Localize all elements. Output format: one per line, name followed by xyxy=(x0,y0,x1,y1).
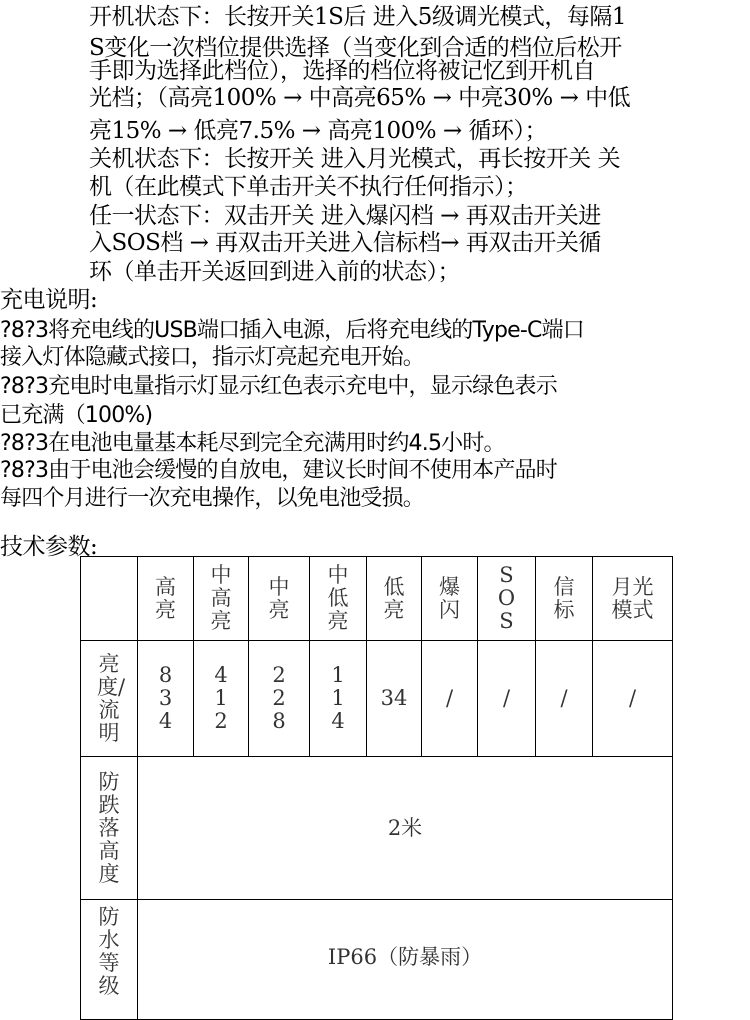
charging-line: 接入灯体隐藏式接口，指示灯亮起充电开始。 xyxy=(0,345,425,370)
lumen-value: / xyxy=(593,641,673,757)
lumen-value: / xyxy=(536,641,593,757)
lumen-value: 114 xyxy=(310,641,367,757)
column-header: 信标 xyxy=(536,557,593,641)
instruction-line: 手即为选择此档位），选择的档位将被记忆到开机自 xyxy=(89,58,595,84)
lumen-value: / xyxy=(422,641,478,757)
row-label-waterproof: 防水等级 xyxy=(81,900,138,1020)
instruction-line: 入SOS档 → 再双击开关进入信标档→ 再双击开关循 xyxy=(89,230,601,256)
table-row xyxy=(81,757,673,900)
waterproof-value: IP66（防暴雨） xyxy=(138,900,673,1020)
column-header: SOS xyxy=(478,557,536,641)
charging-line: ?8?3在电池电量基本耗尽到完全充满用时约4.5小时。 xyxy=(0,431,505,456)
header-blank-cell xyxy=(81,557,138,641)
charging-line: 每四个月进行一次充电操作，以免电池受损。 xyxy=(0,486,425,511)
row-label-lumens: 亮度/流明 xyxy=(81,641,138,757)
charging-line: ?8?3由于电池会缓慢的自放电，建议长时间不使用本产品时 xyxy=(0,458,557,483)
charging-line: ?8?3将充电线的USB端口插入电源，后将充电线的Type-C端口 xyxy=(0,318,584,343)
column-header: 中亮 xyxy=(249,557,310,641)
table-row xyxy=(81,557,673,641)
column-header: 月光模式 xyxy=(593,557,673,641)
column-header: 中高亮 xyxy=(194,557,249,641)
column-header: 低亮 xyxy=(367,557,422,641)
charging-heading: 充电说明: xyxy=(0,287,98,313)
instruction-line: 开机状态下：长按开关1S后 进入5级调光模式，每隔1 xyxy=(89,4,626,30)
drop-height-value: 2米 xyxy=(138,757,673,900)
instruction-line: 任一状态下：双击开关 进入爆闪档 → 再双击开关进 xyxy=(89,203,601,229)
charging-line: ?8?3充电时电量指示灯显示红色表示充电中，显示绿色表示 xyxy=(0,374,557,399)
instruction-line: S变化一次档位提供选择（当变化到合适的档位后松开 xyxy=(89,35,622,61)
spec-table xyxy=(80,556,673,1020)
column-header: 中低亮 xyxy=(310,557,367,641)
instruction-line: 关机状态下：长按开关 进入月光模式，再长按开关 关 xyxy=(89,146,621,172)
instruction-line: 环（单击开关返回到进入前的状态）； xyxy=(89,259,460,285)
charging-line: 已充满（100%) xyxy=(0,403,153,428)
lumen-value: 34 xyxy=(367,641,422,757)
instruction-line: 光档；（高亮100% → 中高亮65% → 中亮30% → 中低 xyxy=(89,85,631,111)
column-header: 爆闪 xyxy=(422,557,478,641)
row-label-drop: 防跌落高度 xyxy=(81,757,138,900)
lumen-value: 412 xyxy=(194,641,249,757)
column-header: 高亮 xyxy=(138,557,194,641)
tech-heading: 技术参数: xyxy=(0,534,98,560)
lumen-value: / xyxy=(478,641,536,757)
lumen-value: 228 xyxy=(249,641,310,757)
instruction-line: 亮15% → 低亮7.5% → 高亮100% → 循环）； xyxy=(89,118,547,144)
instruction-line: 机（在此模式下单击开关不执行任何指示）； xyxy=(89,174,528,200)
table-row xyxy=(81,641,673,757)
lumen-value: 834 xyxy=(138,641,194,757)
